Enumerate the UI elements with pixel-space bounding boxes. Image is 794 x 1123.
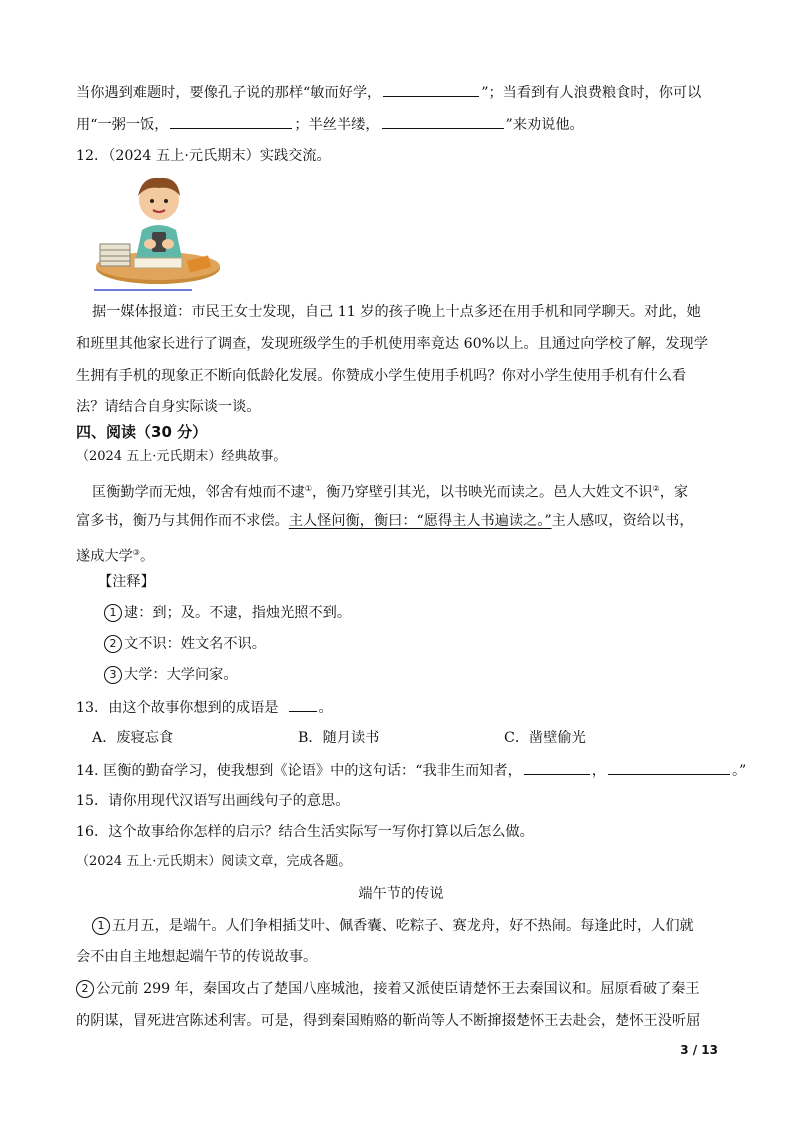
q11-line-1 [76,82,726,103]
paragraph-text: 匡衡勤学而无烛，邻舍有烛而不逮 [92,484,305,501]
passage-line: 的阴谋，冒死进宫陈述利害。可是，得到秦国贿赂的靳尚等人不断撺掇楚怀王去赴会，楚怀王没听屈 [76,1013,701,1029]
q11-text: 当你遇到难题时，要像孔子说的那样“敏而好学， [76,85,382,101]
paragraph-number: 1 [92,917,110,935]
question-stem: ， [591,763,606,779]
footnote-mark: ② [652,484,660,493]
paragraph-text: 公元前 299 年，秦国攻占了楚国八座城池，接着又派使臣请楚怀王去秦国议和。屈原看破了秦王 [96,981,700,997]
paragraph-text: ，家 [659,484,689,501]
passage-line [76,979,726,999]
classical-text-line [76,543,726,567]
option-a[interactable]: A．废寝忘食 [92,730,174,746]
option-b[interactable]: B．随月读书 [298,730,380,746]
paragraph-text: 主人感叹，资给以书， [551,513,694,529]
paragraph-text: 五月五，是端午。人们争相插艾叶、佩香囊、吃粽子、赛龙舟，好不热闹。每逢此时，人们就 [112,918,694,934]
answer-blank[interactable] [382,114,504,129]
note-text: 大学：大学问家。 [124,667,238,683]
paragraph-text: 。 [139,548,155,565]
paragraph-text: 据一媒体报道：市民王女士发现，自己 11 岁的孩子晚上十点多还在用手机和同学聊天。对此，她 [92,304,701,320]
q11-line-2 [76,114,726,135]
passage-title: 端午节的传说 [358,886,444,902]
page-number: 3 / 13 [680,1043,718,1057]
paragraph-text: 法？请结合自身实际谈一谈。 [76,399,261,415]
passage-source: （2024 五上·元氏期末）经典故事。 [76,449,287,464]
q13-stem [76,697,726,718]
answer-blank[interactable] [170,114,292,129]
paragraph-text: 生拥有手机的现象正不断向低龄化发展。你赞成小学生使用手机吗？你对小学生使用手机有什么看 [76,368,687,384]
q16-stem: 16．这个故事给你怎样的启示？结合生活实际写一写你打算以后怎么做。 [76,824,534,840]
answer-blank[interactable] [524,760,590,775]
note-text: 逮：到；及。不逮，指烛光照不到。 [124,605,352,621]
question-stem: 。 [318,700,333,716]
footnote-mark: ① [304,484,312,493]
q12-para-line [76,334,726,354]
note-item [104,665,754,685]
paragraph-text: ，衡乃穿壁引其光，以书映光而读之。邑人大姓文不识 [312,484,653,501]
question-stem: 。” [731,763,747,779]
q11-text: ”来劝说他。 [505,117,584,133]
note-item [104,634,754,654]
q11-text: ；半丝半缕， [294,117,380,133]
footnote-mark: ③ [132,548,140,557]
q12-para-line [76,366,726,386]
answer-blank[interactable] [608,760,730,775]
section-heading: 四、阅读（30 分） [76,423,208,441]
q13-options [92,728,742,748]
answer-blank[interactable] [289,697,317,712]
option-c[interactable]: C．凿壁偷光 [504,730,586,746]
question-stem: 13．由这个故事你想到的成语是 [76,700,279,716]
notes-title: 【注释】 [98,574,155,590]
classical-text-line [92,479,742,503]
q11-text: 用“一粥一饭， [76,117,169,133]
underlined-sentence: 主人怪问衡，衡曰：“愿得主人书遍读之。” [288,513,552,529]
note-text: 文不识：姓文名不识。 [124,636,266,652]
paragraph-number: 2 [76,980,94,998]
note-number: 1 [104,604,122,622]
note-number: 2 [104,635,122,653]
answer-blank[interactable] [383,82,479,97]
q14-stem [76,760,747,781]
paragraph-text: 富多书，衡乃与其佣作而不求偿。 [76,513,289,529]
question-stem: 14. 匡衡的勤奋学习，使我想到《论语》中的这句话：“我非生而知者， [76,763,522,779]
paragraph-text: 遂成大学 [76,548,133,565]
passage-source: （2024 五上·元氏期末）阅读文章，完成各题。 [76,854,352,869]
note-number: 3 [104,666,122,684]
q12-para-line [76,397,726,417]
boy-phone-illustration [92,170,224,294]
q12-heading [76,146,726,166]
question-stem: 12．（2024 五上·元氏期末）实践交流。 [76,148,331,164]
passage-line [92,916,742,936]
classical-text-line [76,511,726,531]
q11-text: ”；当看到有人浪费粮食时，你可以 [481,85,702,101]
q12-para-line [92,302,732,322]
note-item [104,603,754,623]
q15-stem: 15．请你用现代汉语写出画线句子的意思。 [76,793,350,809]
passage-line: 会不由自主地想起端午节的传说故事。 [76,949,318,965]
paragraph-text: 和班里其他家长进行了调查，发现班级学生的手机使用率竟达 60%以上。且通过向学校了解，发现学 [76,336,708,352]
